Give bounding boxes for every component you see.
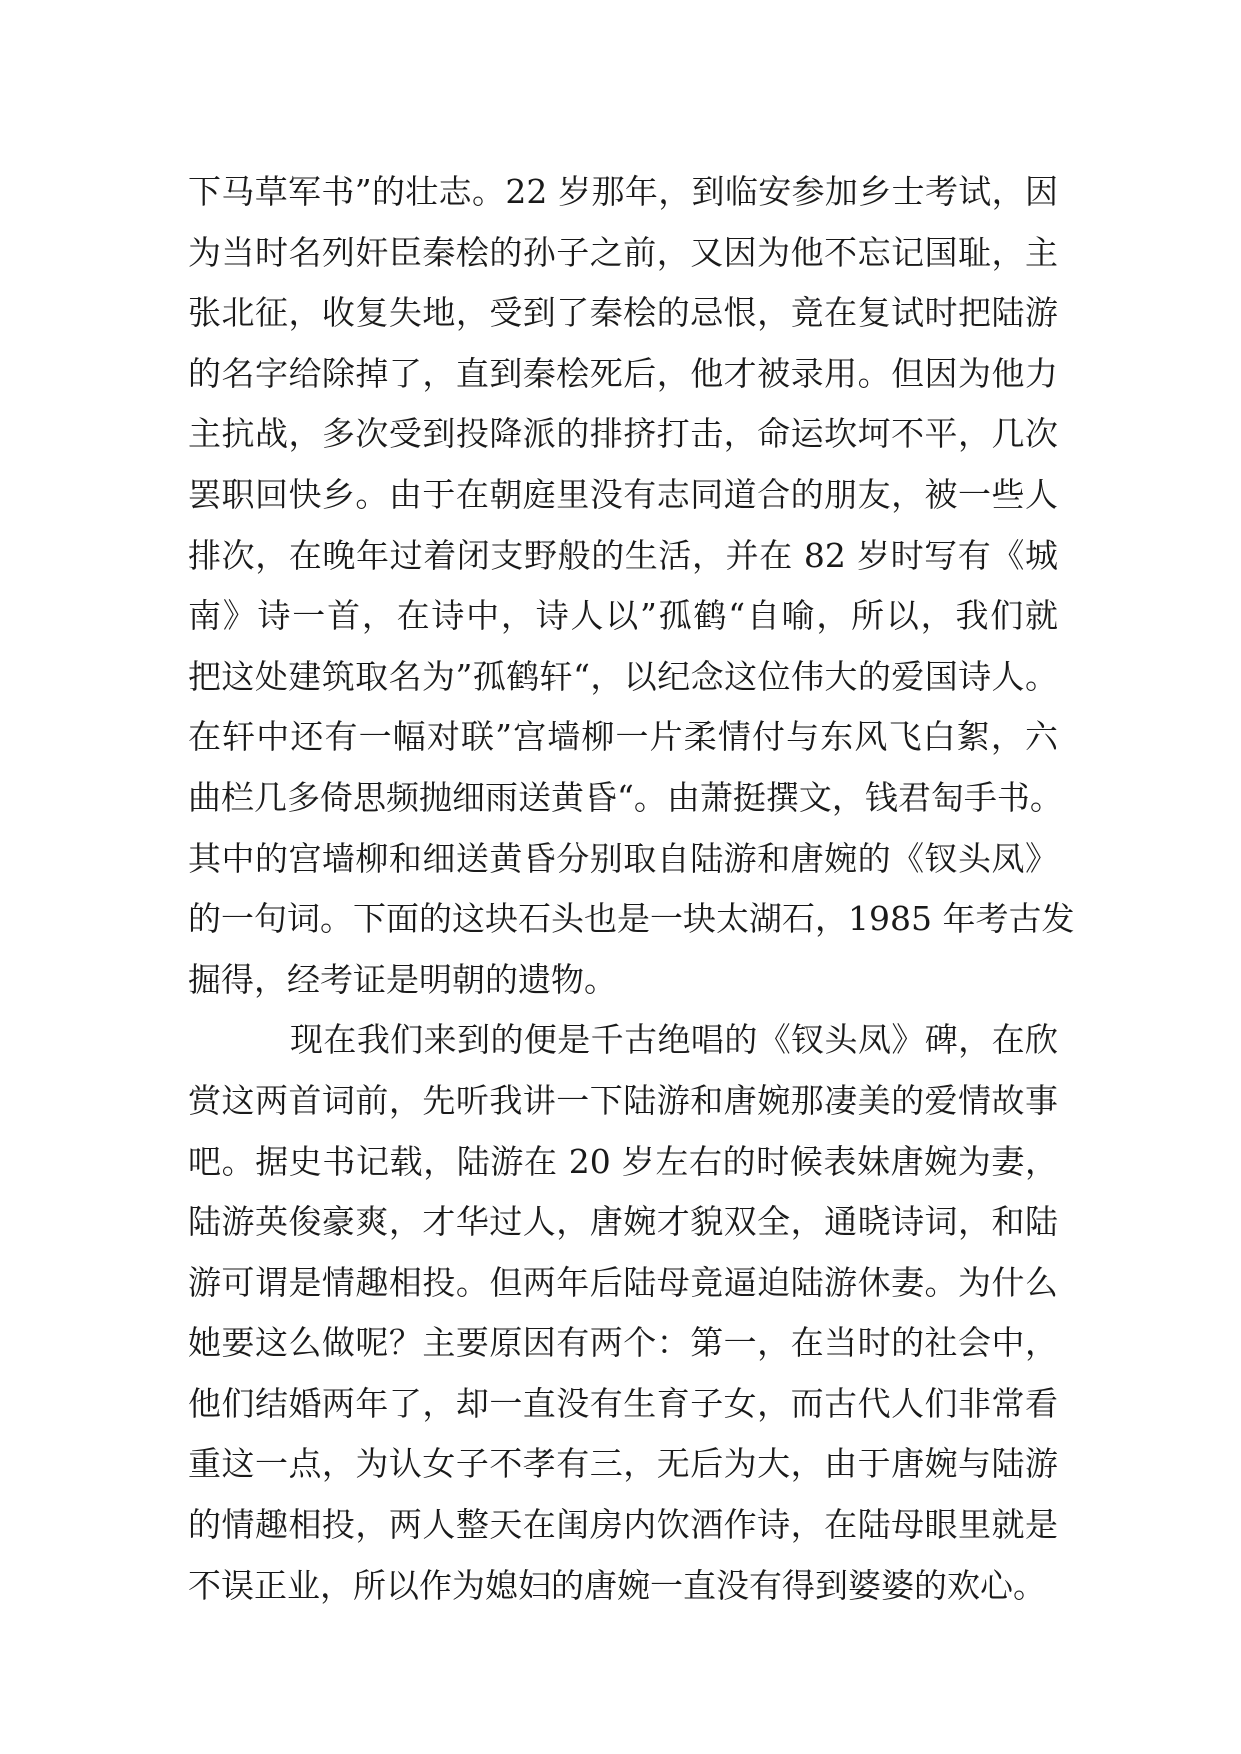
text-line: 不误正业，所以作为媳妇的唐婉一直没有得到婆婆的欢心。 — [188, 1565, 1046, 1605]
text-line: 的名字给除掉了，直到秦桧死后，他才被录用。但因为他力 — [188, 353, 1058, 393]
text-line: 陆游英俊豪爽，才华过人，唐婉才貌双全，通晓诗词，和陆 — [188, 1202, 1058, 1242]
text-line: 主抗战，多次受到投降派的排挤打击，命运坎坷不平，几次 — [188, 414, 1058, 454]
text-line: 张北征，收复失地，受到了秦桧的忌恨，竟在复试时把陆游 — [188, 293, 1058, 333]
text-line: 其中的宫墙柳和细送黄昏分别取自陆游和唐婉的《钗头凤》 — [188, 838, 1058, 878]
text-line: 南》诗一首，在诗中，诗人以”孤鹤“自喻，所以，我们就 — [188, 596, 1058, 636]
body-text — [188, 162, 1075, 1616]
text-line: 曲栏几多倚思频抛细雨送黄昏“。由萧挺撰文，钱君匋手书。 — [188, 777, 1063, 817]
text-line: 为当时名列奸臣秦桧的孙子之前，又因为他不忘记国耻，主 — [188, 232, 1058, 272]
text-line: 赏这两首词前，先听我讲一下陆游和唐婉那凄美的爱情故事 — [188, 1080, 1058, 1120]
text-line: 她要这么做呢？主要原因有两个：第一，在当时的社会中， — [188, 1323, 1058, 1363]
text-line: 现在我们来到的便是千古绝唱的《钗头凤》碑，在欣 — [290, 1020, 1058, 1060]
paragraph-1 — [188, 162, 1075, 1010]
text-line: 罢职回快乡。由于在朝庭里没有志同道合的朋友，被一些人 — [188, 474, 1058, 514]
text-line: 下马草军书”的壮志。22 岁那年，到临安参加乡士考试，因 — [188, 172, 1058, 211]
text-line: 的情趣相投，两人整天在闺房内饮酒作诗，在陆母眼里就是 — [188, 1505, 1058, 1545]
text-line: 排次，在晚年过着闭支野般的生活，并在 82 岁时写有《城 — [188, 535, 1058, 575]
text-line: 游可谓是情趣相投。但两年后陆母竟逼迫陆游休妻。为什么 — [188, 1262, 1058, 1302]
text-line: 重这一点，为认女子不孝有三，无后为大，由于唐婉与陆游 — [188, 1444, 1058, 1484]
text-line: 他们结婚两年了，却一直没有生育子女，而古代人们非常看 — [188, 1383, 1058, 1423]
text-line: 在轩中还有一幅对联”宫墙柳一片柔情付与东风飞白絮，六 — [188, 717, 1058, 757]
text-line: 掘得，经考证是明朝的遗物。 — [188, 959, 617, 999]
paragraph-2 — [188, 1010, 1058, 1616]
text-line: 吧。据史书记载，陆游在 20 岁左右的时候表妹唐婉为妻， — [188, 1141, 1058, 1181]
text-line: 把这处建筑取名为”孤鹤轩“，以纪念这位伟大的爱国诗人。 — [188, 656, 1058, 696]
text-line: 的一句词。下面的这块石头也是一块太湖石，1985 年考古发 — [188, 899, 1075, 939]
